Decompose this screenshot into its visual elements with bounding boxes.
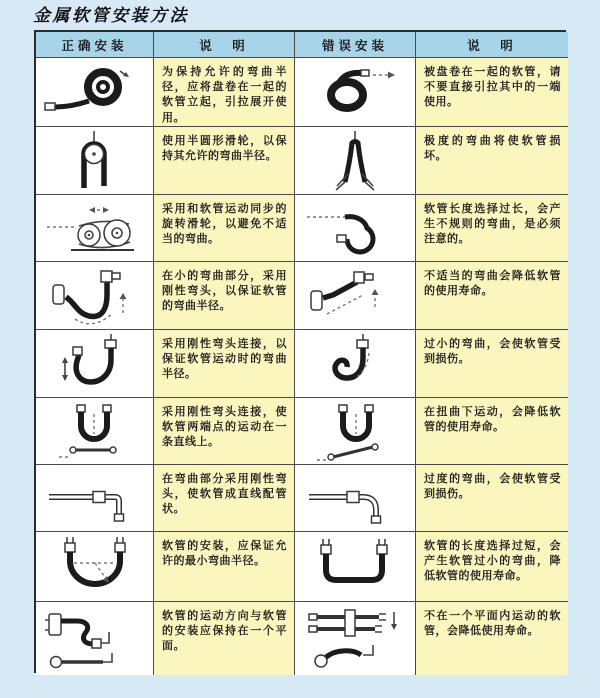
header-description-left: 说 明 xyxy=(154,32,295,58)
straight-line-motion-illustration xyxy=(41,400,149,462)
moving-u-bend-illustration xyxy=(41,333,149,395)
twisted-motion-illustration xyxy=(301,400,409,462)
correct-image-cell xyxy=(36,465,154,532)
extreme-bend-illustration xyxy=(301,130,409,192)
wrong-image-cell xyxy=(295,330,416,398)
header-description-right: 说 明 xyxy=(416,32,568,58)
pulley-illustration xyxy=(41,130,149,192)
wrong-image-cell xyxy=(295,532,416,602)
correct-description: 使用半圆形滑轮，以保持其允许的弯曲半径。 xyxy=(154,127,295,195)
wrong-image-cell xyxy=(295,58,416,127)
correct-description: 在小的弯曲部分，采用刚性弯头，以保证软管的弯曲半径。 xyxy=(154,262,295,330)
wrong-description: 软管长度选择过长，会产生不规则的弯曲，是必须注意的。 xyxy=(416,195,568,262)
straight-piping-elbow-illustration xyxy=(41,467,149,529)
wrong-image-cell xyxy=(295,195,416,262)
correct-description: 采用刚性弯头连接，使软管两端点的运动在一条直线上。 xyxy=(154,398,295,465)
improper-bend-illustration xyxy=(301,265,409,327)
wrong-description: 过小的弯曲，会使软管受到损伤。 xyxy=(416,330,568,398)
sync-pulleys-illustration xyxy=(41,197,149,259)
header-correct-install: 正确安装 xyxy=(36,32,154,58)
correct-image-cell xyxy=(36,262,154,330)
too-short-hose-illustration xyxy=(301,536,409,598)
wrong-image-cell xyxy=(295,465,416,532)
correct-description: 采用刚性弯头连接，以保证软管运动时的弯曲半径。 xyxy=(154,330,295,398)
minimum-radius-u-illustration xyxy=(41,536,149,598)
wrong-description: 不在一个平面内运动的软管，会降低使用寿命。 xyxy=(416,602,568,675)
header-wrong-install: 错误安装 xyxy=(295,32,416,58)
correct-image-cell xyxy=(36,127,154,195)
wrong-image-cell xyxy=(295,127,416,195)
coil-uncoil-illustration xyxy=(41,61,149,123)
wrong-description: 在扭曲下运动，会降低软管的使用寿命。 xyxy=(416,398,568,465)
page-title: 金属软管安装方法 xyxy=(33,6,189,26)
correct-image-cell xyxy=(36,58,154,127)
in-plane-motion-illustration xyxy=(41,604,149,674)
wrong-description: 极度的弯曲将使软管损坏。 xyxy=(416,127,568,195)
wrong-image-cell xyxy=(295,602,416,675)
rigid-elbow-u-illustration xyxy=(41,265,149,327)
wrong-description: 被盘卷在一起的软管，请不要直接引拉其中的一端使用。 xyxy=(416,58,568,127)
wrong-image-cell xyxy=(295,398,416,465)
coil-pull-illustration xyxy=(301,61,409,123)
correct-image-cell xyxy=(36,330,154,398)
correct-description: 在弯曲部分采用刚性弯头，使软管成直线配管状。 xyxy=(154,465,295,532)
installation-table xyxy=(34,30,566,673)
wrong-description: 不适当的弯曲会降低软管的使用寿命。 xyxy=(416,262,568,330)
correct-description: 为保持允许的弯曲半径，应将盘卷在一起的软管立起，引拉展开使用。 xyxy=(154,58,295,127)
correct-description: 采用和软管运动同步的旋转滑轮，以避免不适当的弯曲。 xyxy=(154,195,295,262)
wrong-image-cell xyxy=(295,262,416,330)
irregular-loop-illustration xyxy=(301,197,409,259)
correct-image-cell xyxy=(36,532,154,602)
out-of-plane-motion-illustration xyxy=(301,604,409,674)
too-small-bend-illustration xyxy=(301,333,409,395)
wrong-description: 过度的弯曲，会使软管受到损伤。 xyxy=(416,465,568,532)
excessive-bend-illustration xyxy=(301,467,409,529)
correct-description: 软管的运动方向与软管的安装应保持在一个平面。 xyxy=(154,602,295,675)
correct-image-cell xyxy=(36,195,154,262)
wrong-description: 软管的长度选择过短，会产生软管过小的弯曲，降低软管的使用寿命。 xyxy=(416,532,568,602)
correct-description: 软管的安装，应保证允许的最小弯曲半径。 xyxy=(154,532,295,602)
correct-image-cell xyxy=(36,398,154,465)
correct-image-cell xyxy=(36,602,154,675)
